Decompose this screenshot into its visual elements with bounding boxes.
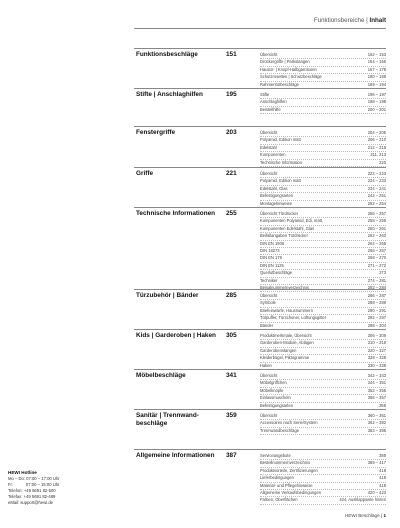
subsection-item[interactable] xyxy=(260,395,386,402)
subsection-name: Komponenten xyxy=(260,152,286,158)
page-header xyxy=(314,17,386,24)
subsection-pages: 389 – 417 xyxy=(367,460,386,466)
subsection-name: Befestigungsarten xyxy=(260,193,293,199)
subsection-name: Querlutbeschläge xyxy=(260,270,293,276)
subsection-name: Kleiderbügel, Piktogramme xyxy=(260,355,310,361)
subsection-name: Montagehinweise xyxy=(260,200,292,206)
subsection-pages: 167 – 179 xyxy=(367,66,386,72)
subsection-item[interactable] xyxy=(260,270,386,277)
subsection-item[interactable] xyxy=(260,211,386,218)
subsection-pages: 330 – 339 xyxy=(367,362,386,368)
subsection-pages: 252 – 254 xyxy=(367,200,386,206)
subsection-item[interactable] xyxy=(260,233,386,240)
subsection-name: Drückergriffe | Parkstangen xyxy=(260,59,310,65)
subsection-item[interactable] xyxy=(260,145,386,152)
subsection-name: Symbole xyxy=(260,300,276,306)
subsection-name: Produktvorteile, Zertifizierungen xyxy=(260,467,318,473)
subsection-name: Bänder xyxy=(260,322,274,328)
subsection-pages: 360 – 361 xyxy=(367,413,386,418)
hotline-block xyxy=(8,470,60,506)
subsection-pages: 212 – 218 xyxy=(367,144,386,150)
subsection-item[interactable] xyxy=(260,468,386,475)
subsection-pages: 266 – 267 xyxy=(367,247,386,253)
subsection-name: Beistellhilfe xyxy=(260,106,281,112)
header-current: Inhalt xyxy=(369,17,386,24)
subsection-name: DIN EN 179 xyxy=(260,255,282,261)
hotline-line: Mo – Do: 07:00 – 17:00 Uhr xyxy=(8,476,60,481)
subsection-item[interactable] xyxy=(260,255,386,262)
subsection-item[interactable] xyxy=(260,293,386,300)
subsection-item[interactable] xyxy=(260,380,386,387)
subsection-name: Schutzrosetten | Schutzbeschläge xyxy=(260,74,322,80)
subsection-item[interactable] xyxy=(260,340,386,347)
subsection-pages: 258 – 259 xyxy=(367,218,386,224)
section-title[interactable]: Kids | Garderoben | Haken xyxy=(136,332,216,339)
section-title[interactable]: Stifte | Anschlaghilfen xyxy=(136,91,203,98)
subsection-pages: 206 – 210 xyxy=(367,137,386,143)
subsection-pages: 273 xyxy=(379,270,386,276)
subsection-pages: 189 – 194 xyxy=(367,81,386,87)
subsection-name: Edelstahl, Glas xyxy=(260,185,288,191)
section-title[interactable]: Griffe xyxy=(136,170,154,177)
subsection-name: Serviceangebote xyxy=(260,453,291,458)
subsection-item[interactable] xyxy=(260,92,386,99)
hotline-line: eMail: support@hewi.de xyxy=(8,500,53,505)
subsection-list xyxy=(260,130,386,167)
subsection-item[interactable] xyxy=(260,263,386,270)
subsection-pages: 320 – 327 xyxy=(367,347,386,353)
subsection-name: Beisalnummernverzeichnis xyxy=(260,284,309,290)
subsection-name: Allgemeine Verkaufsbedingungen xyxy=(260,489,321,495)
subsection-pages: 362 – 382 xyxy=(367,420,386,426)
section-page[interactable]: 203 xyxy=(226,129,237,136)
hotline-line: Fr: 07:00 – 15:00 Uhr xyxy=(8,482,60,487)
subsection-name: Briefeinwürfe, Hausnummern xyxy=(260,307,314,313)
subsection-list xyxy=(260,333,386,370)
subsection-name: Technische Information xyxy=(260,159,303,165)
subsection-item[interactable] xyxy=(260,248,386,255)
subsection-item[interactable] xyxy=(260,355,386,362)
subsection-name: Trennwandbeschläge xyxy=(260,427,299,433)
subsection-pages: 234 – 241 xyxy=(367,185,386,191)
subsection-item[interactable] xyxy=(260,308,386,315)
subsection-item[interactable] xyxy=(260,178,386,185)
subsection-item[interactable] xyxy=(260,348,386,355)
section-rule xyxy=(134,167,386,168)
subsection-item[interactable] xyxy=(260,388,386,395)
section-title[interactable]: Türzubehör | Bänder xyxy=(136,292,199,299)
subsection-name: Befestigungsarten xyxy=(260,402,293,408)
subsection-name: Übersicht xyxy=(260,373,278,378)
section-page[interactable]: 359 xyxy=(226,412,237,419)
section-rule xyxy=(134,449,386,450)
subsection-name: Übersicht xyxy=(260,52,278,57)
subsection-item[interactable] xyxy=(260,59,386,66)
subsection-pages: 282 – 284 xyxy=(367,284,386,290)
section-rule xyxy=(134,48,386,49)
subsection-name: Haken xyxy=(260,362,272,368)
subsection-item[interactable] xyxy=(260,107,386,114)
section-rule xyxy=(134,207,386,208)
subsection-name: Stifte xyxy=(260,92,270,97)
subsection-item[interactable] xyxy=(260,428,386,435)
section-title[interactable]: Allgemeine Informationen xyxy=(136,452,215,459)
subsection-name: Rahmentürbeschläge xyxy=(260,81,299,87)
section-rule xyxy=(134,126,386,127)
subsection-list xyxy=(260,293,386,330)
subsection-pages: 352 – 355 xyxy=(367,387,386,393)
subsection-pages: 419 xyxy=(379,482,386,488)
subsection-name: Möbelgriffchen xyxy=(260,380,287,386)
subsection-list xyxy=(260,52,386,89)
subsection-name: Garderobenstangen xyxy=(260,347,297,353)
subsection-item[interactable] xyxy=(260,278,386,285)
subsection-pages: 420 – 423 xyxy=(367,489,386,495)
subsection-item[interactable] xyxy=(260,460,386,467)
subsection-item[interactable] xyxy=(260,420,386,427)
subsection-pages: 262 – 263 xyxy=(367,233,386,239)
subsection-item[interactable] xyxy=(260,315,386,322)
subsection-pages: 224 – 233 xyxy=(367,178,386,184)
subsection-list xyxy=(260,211,386,292)
header-section: Funktionsbereiche xyxy=(313,17,365,24)
subsection-item[interactable] xyxy=(260,171,386,178)
subsection-pages: 222 – 223 xyxy=(367,171,386,176)
subsection-pages: 180 – 188 xyxy=(367,74,386,80)
subsection-item[interactable] xyxy=(260,453,386,460)
section-title[interactable]: Funktionsbeschläge xyxy=(136,51,198,58)
subsection-name: Türpuffer, Türschoner, Lüftungsgitter xyxy=(260,315,327,321)
subsection-list xyxy=(260,413,386,435)
subsection-list xyxy=(260,373,386,410)
subsection-pages: 211, 213 xyxy=(370,152,386,158)
subsection-name: Anschlaghilfen xyxy=(260,99,287,105)
subsection-pages: 256 – 257 xyxy=(367,211,386,216)
subsection-pages: 242 – 251 xyxy=(367,193,386,199)
subsection-item[interactable] xyxy=(260,52,386,59)
subsection-pages: 198 – 199 xyxy=(367,99,386,105)
section-page[interactable]: 341 xyxy=(226,372,237,379)
subsection-name: DIN 18273 xyxy=(260,247,280,253)
subsection-name: Einlassmuscheln xyxy=(260,395,291,401)
subsection-pages: 154 – 166 xyxy=(367,59,386,65)
subsection-name: Komponenten Edelstahl, Glas xyxy=(260,225,315,231)
subsection-pages: 356 – 357 xyxy=(367,395,386,401)
section-rule xyxy=(134,329,386,330)
subsection-name: Polyamid, Edition matt xyxy=(260,137,301,143)
hotline-line: Telefax: +49 5691 82-489 xyxy=(8,494,56,499)
subsection-item[interactable] xyxy=(260,193,386,200)
subsection-item[interactable] xyxy=(260,226,386,233)
header-rule xyxy=(134,28,386,29)
subsection-pages: 274 – 281 xyxy=(367,277,386,283)
section-page[interactable]: 221 xyxy=(226,170,237,177)
subsection-name: Accessoires nach Serie/System xyxy=(260,420,318,426)
subsection-pages: 344 – 351 xyxy=(367,380,386,386)
subsection-name: Übersicht Türdrücker xyxy=(260,211,299,216)
subsection-list xyxy=(260,171,386,208)
subsection-pages: 383 – 385 xyxy=(367,427,386,433)
section-rule xyxy=(134,409,386,410)
header-separator: | xyxy=(366,17,368,24)
subsection-item[interactable] xyxy=(260,483,386,490)
subsection-name: Produktmerkmale, Übersicht xyxy=(260,333,312,338)
subsection-name: Techniker xyxy=(260,277,278,283)
subsection-name: Komponenten Polyamid, Edi. matt, xyxy=(260,218,324,224)
subsection-name: Übersicht xyxy=(260,171,278,176)
subsection-item[interactable] xyxy=(260,218,386,225)
subsection-pages: 196 – 197 xyxy=(367,92,386,97)
subsection-name: DIN EN 1125 xyxy=(260,262,284,268)
subsection-pages: 204 – 205 xyxy=(367,130,386,135)
section-rule xyxy=(134,369,386,370)
subsection-pages: 292 – 297 xyxy=(367,315,386,321)
subsection-name: Edelstahl xyxy=(260,144,277,150)
section-title[interactable]: Technische Informationen xyxy=(136,210,216,217)
subsection-pages: 200 – 201 xyxy=(367,106,386,112)
hotline-line: Telefon: +49 5691 82-500 xyxy=(8,488,56,493)
subsection-pages: 419 xyxy=(379,475,386,481)
subsection-name: Bestellnummernverzeichnis xyxy=(260,460,311,466)
footer-label: HEWI Beschläge xyxy=(344,513,380,518)
subsection-pages: 388 xyxy=(379,453,386,458)
subsection-name: Übersicht xyxy=(260,293,278,298)
subsection-pages: 260 – 261 xyxy=(367,225,386,231)
subsection-pages: 306 – 309 xyxy=(367,333,386,338)
subsection-item[interactable] xyxy=(260,99,386,106)
subsection-name: Material- und Pflegehinweise xyxy=(260,482,313,488)
subsection-pages: 342 – 343 xyxy=(367,373,386,378)
subsection-name: Beifallangaben Türdrücker xyxy=(260,233,308,239)
subsection-item[interactable] xyxy=(260,130,386,137)
subsection-pages: 268 – 270 xyxy=(367,255,386,261)
subsection-name: Polyamid, Edition matt xyxy=(260,178,301,184)
subsection-item[interactable] xyxy=(260,67,386,74)
subsection-item[interactable] xyxy=(260,413,386,420)
subsection-item[interactable] xyxy=(260,490,386,497)
section-page[interactable]: 151 xyxy=(226,51,237,58)
section-title[interactable]: Möbelbeschläge xyxy=(136,372,186,379)
subsection-list xyxy=(260,453,386,505)
subsection-pages: 290 – 291 xyxy=(367,307,386,313)
subsection-pages: 264 – 265 xyxy=(367,240,386,246)
subsection-list xyxy=(260,92,386,114)
subsection-name: Garderoben-Module, Ablagen xyxy=(260,340,314,346)
subsection-pages: 358 xyxy=(379,402,386,408)
subsection-name: Übersicht xyxy=(260,413,278,418)
hotline-title: HEWI Hotline xyxy=(8,470,37,475)
subsection-name: Hausür- | Knopf-Halbgarnituren xyxy=(260,66,317,72)
subsection-item[interactable] xyxy=(260,152,386,159)
subsection-item[interactable] xyxy=(260,475,386,482)
subsection-item[interactable] xyxy=(260,186,386,193)
section-rule xyxy=(134,289,386,290)
subsection-item[interactable] xyxy=(260,160,386,167)
section-page[interactable]: 285 xyxy=(226,292,237,299)
page-footer xyxy=(345,513,386,518)
subsection-pages: 328 – 329 xyxy=(367,355,386,361)
section-page[interactable]: 255 xyxy=(226,210,237,217)
subsection-item[interactable] xyxy=(260,333,386,340)
section-title[interactable]: Fenstergriffe xyxy=(136,129,176,136)
subsection-pages: 298 – 304 xyxy=(367,322,386,328)
footer-separator: | xyxy=(380,513,383,518)
subsection-item[interactable] xyxy=(260,241,386,248)
subsection-name: Farben, Oberflächen xyxy=(260,497,298,503)
subsection-name: DIN EN 1906 xyxy=(260,240,285,246)
subsection-pages: 424, Ausklappseite hinten xyxy=(339,497,386,503)
subsection-name: Möbelknöpfe xyxy=(260,387,284,393)
subsection-pages: 271 – 272 xyxy=(367,262,386,268)
subsection-pages: 286 – 287 xyxy=(367,293,386,298)
subsection-pages: 152 – 153 xyxy=(367,52,386,57)
subsection-item[interactable] xyxy=(260,300,386,307)
section-title[interactable]: Sanitär | Trennwand-beschläge xyxy=(136,412,199,427)
subsection-pages: 288 – 289 xyxy=(367,300,386,306)
subsection-pages: 220 xyxy=(379,159,386,165)
subsection-item[interactable] xyxy=(260,497,386,504)
subsection-item[interactable] xyxy=(260,373,386,380)
section-page[interactable]: 305 xyxy=(226,332,237,339)
subsection-name: Lieferbedingungen xyxy=(260,475,294,481)
footer-page-number: 1 xyxy=(383,513,386,518)
subsection-pages: 310 – 319 xyxy=(367,340,386,346)
subsection-item[interactable] xyxy=(260,137,386,144)
subsection-name: Übersicht xyxy=(260,130,278,135)
section-rule xyxy=(134,88,386,89)
section-page[interactable]: 387 xyxy=(226,452,237,459)
subsection-pages: 418 xyxy=(379,467,386,473)
subsection-item[interactable] xyxy=(260,74,386,81)
section-page[interactable]: 195 xyxy=(226,91,237,98)
